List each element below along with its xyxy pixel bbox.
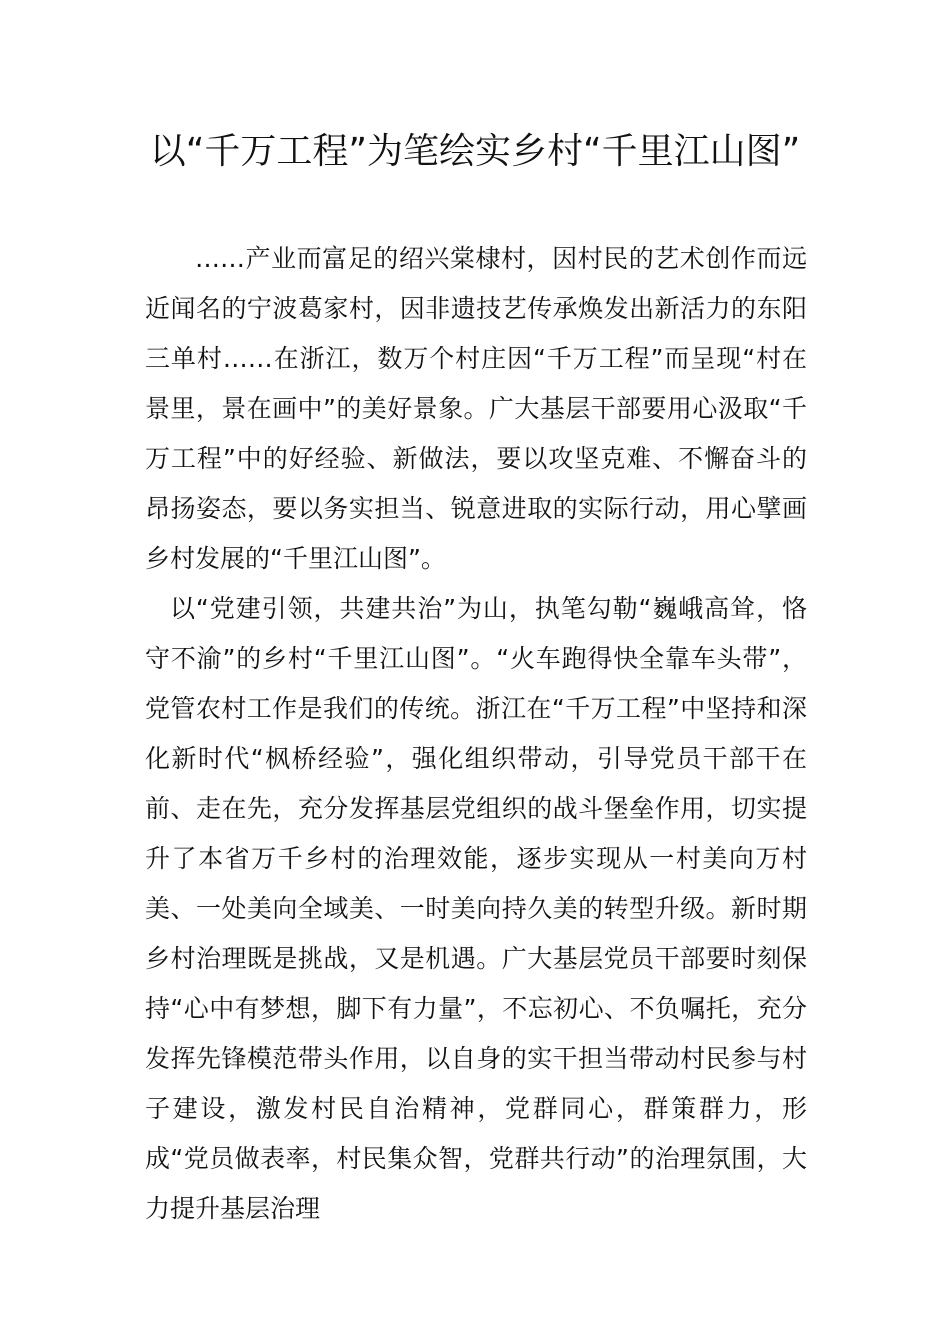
document-body [145,234,807,1234]
paragraph-intro: ……产业而富足的绍兴棠棣村，因村民的艺术创作而远近闻名的宁波葛家村，因非遗技艺传承焕发出新活力的东阳三单村……在浙江，数万个村庄因“千万工程”而呈现“村在景里，景在画中”的美好景象。广大基层干部要用心汲取“千万工程”中的好经验、新做法，要以攻坚克难、不懈奋斗的昂扬姿态，要以务实担当、锐意进取的实际行动，用心擘画乡村发展的“千里江山图”。 [145,244,807,573]
paragraph-party-building: 以“党建引领，共建共治”为山，执笔勾勒“巍峨高耸，恪守不渝”的乡村“千里江山图”。“火车跑得快全靠车头带”，党管农村工作是我们的传统。浙江在“千万工程”中坚持和深化新时代“枫桥经验”，强化组织带动，引导党员干部干在前、走在先，充分发挥基层党组织的战斗堡垒作用，切实提升了本省万千乡村的治理效能，逐步实现从一村美向万村美、一处美向全域美、一时美向持久美的转型升级。新时期乡村治理既是挑战，又是机遇。广大基层党员干部要时刻保持“心中有梦想，脚下有力量”，不忘初心、不负嘱托，充分发挥先锋模范带头作用，以自身的实干担当带动村民参与村子建设，激发村民自治精神，党群同心，群策群力，形成“党员做表率，村民集众智，党群共行动”的治理氛围，大力提升基层治理 [145,594,807,1223]
document-title: 以“千万工程”为笔绘实乡村“千里江山图” [149,131,801,172]
